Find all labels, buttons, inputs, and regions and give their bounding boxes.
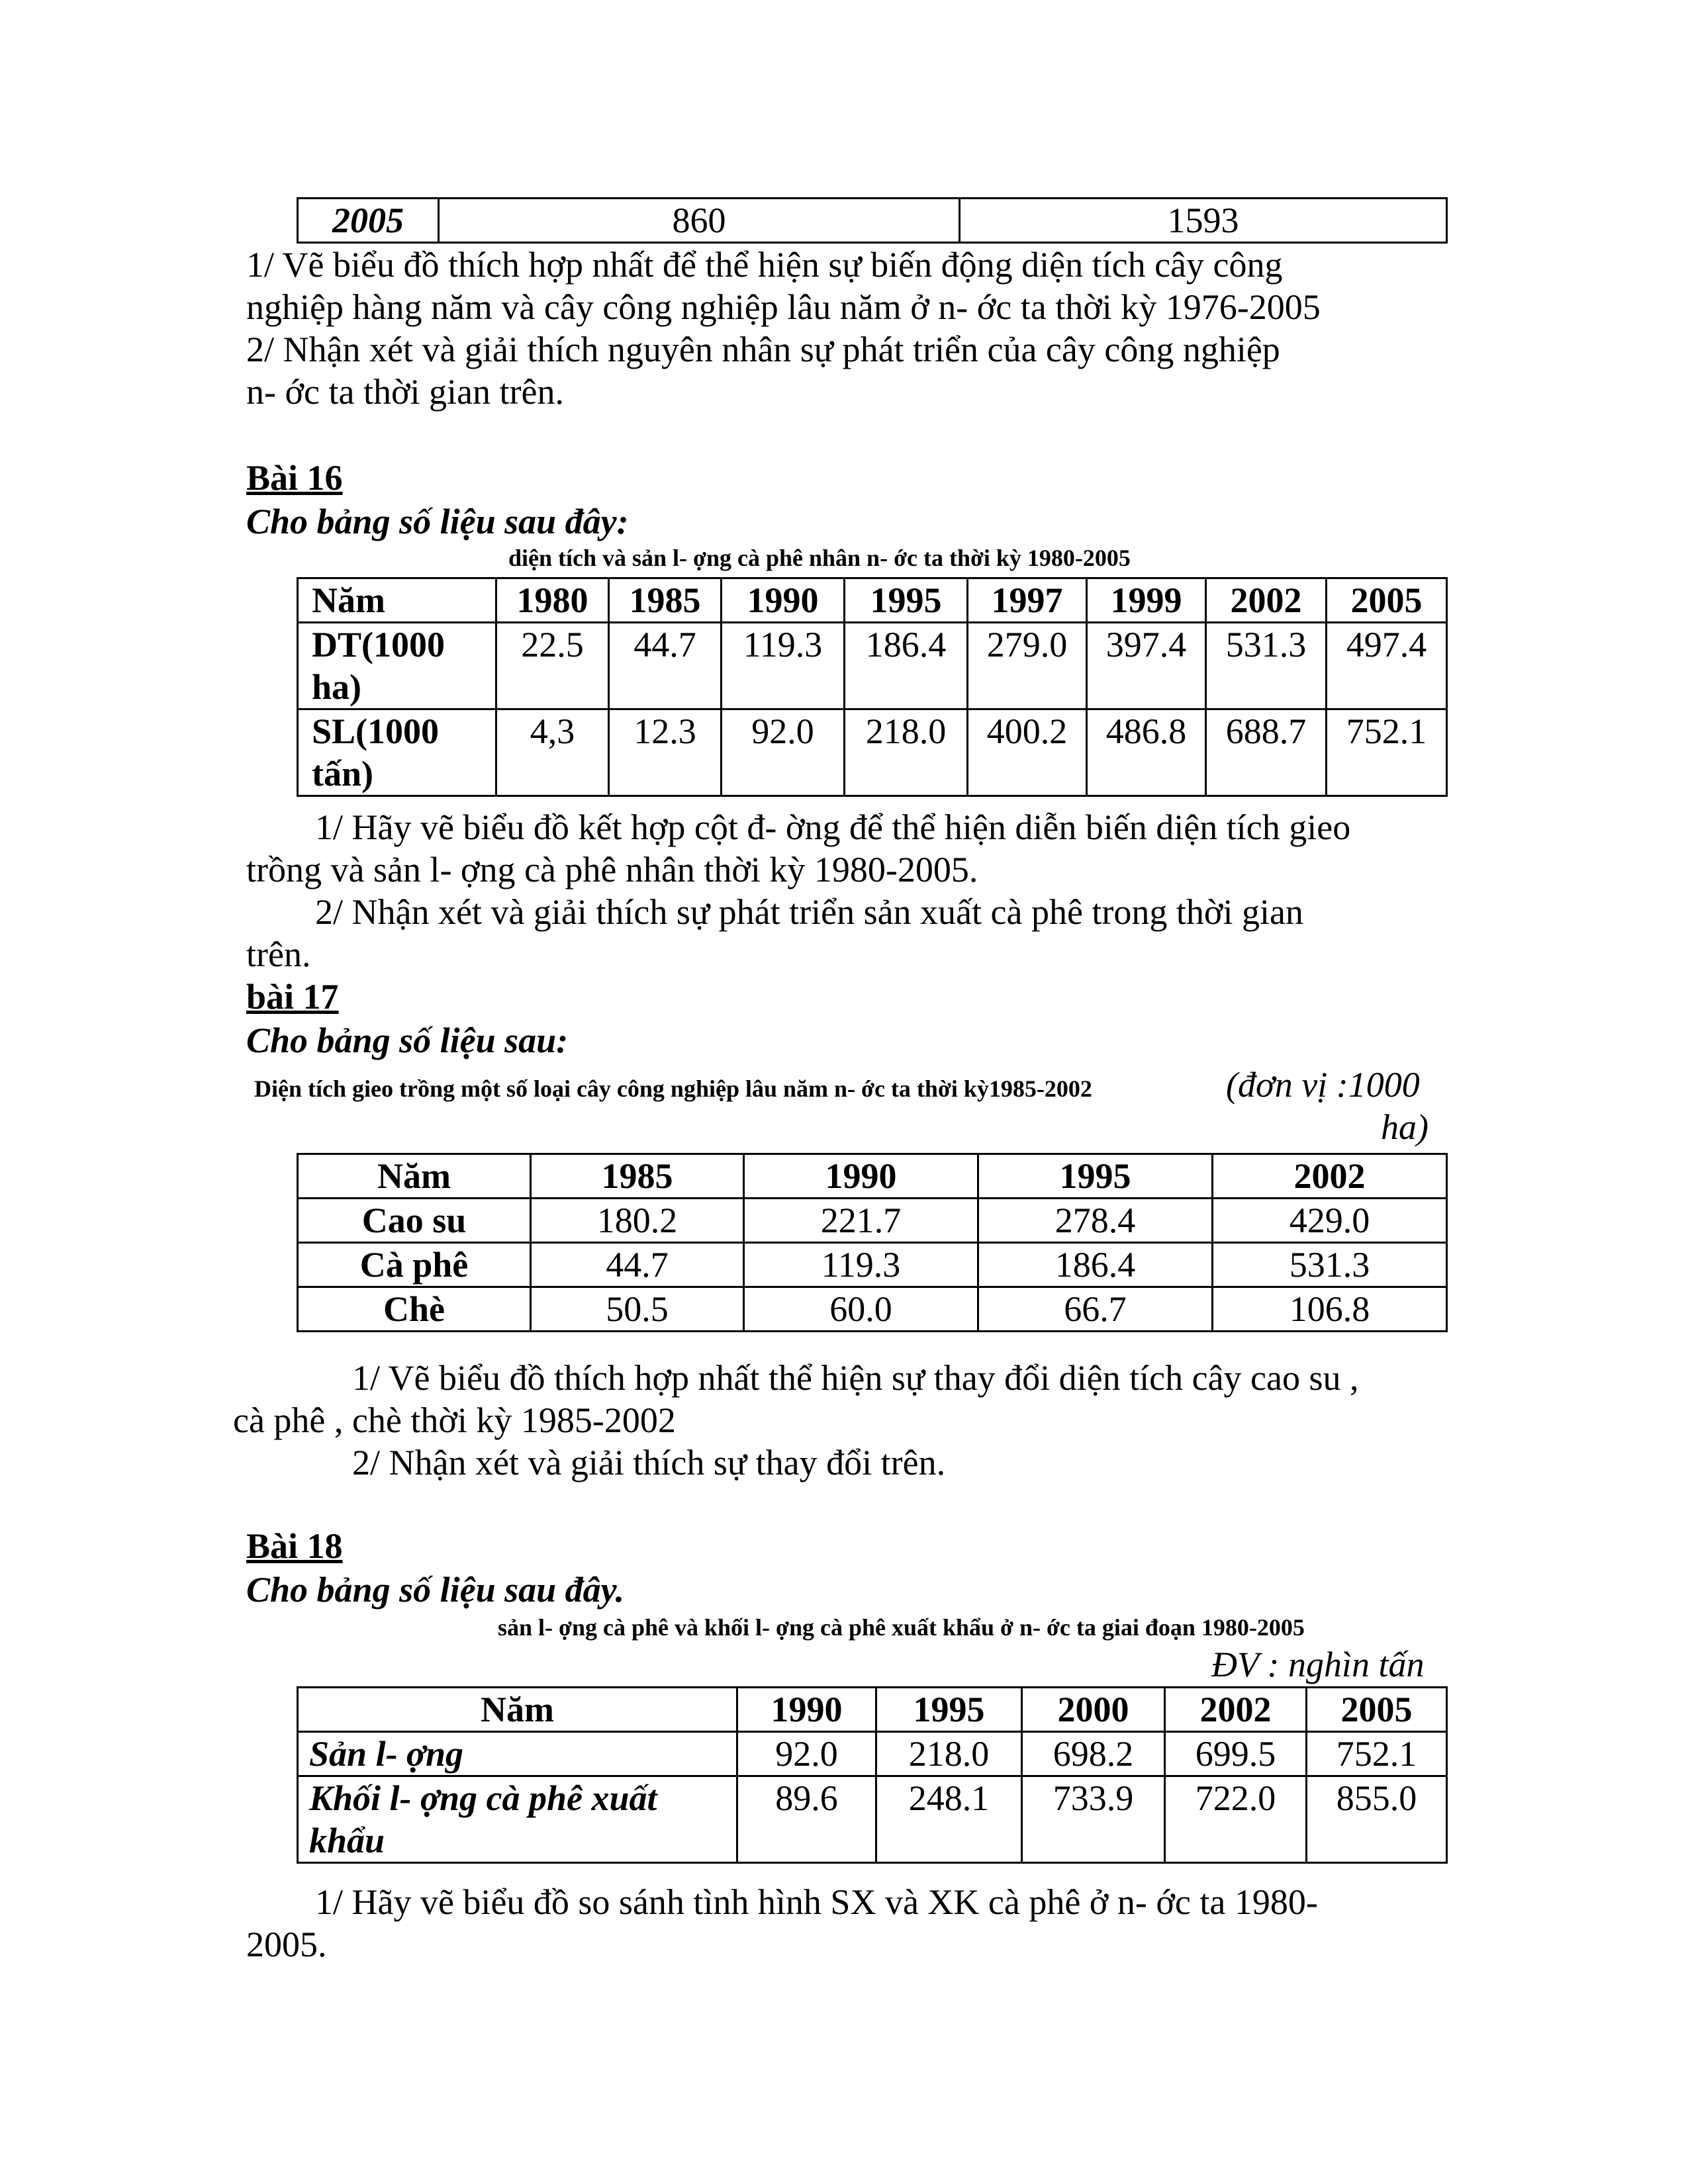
table-cell: 860 [439,199,960,243]
row-label: Chè [298,1287,531,1332]
header-cell: 1995 [845,578,968,623]
question-line: nghiệp hàng năm và cây công nghiệp lâu năm ở n- ớc ta thời kỳ 1976-2005 [246,287,1321,327]
table-cell: 50.5 [531,1287,744,1332]
table-cell: 218.0 [876,1732,1022,1776]
table-cell: 279.0 [968,623,1087,709]
table-cell: 221.7 [744,1199,978,1243]
header-cell: 1985 [609,578,722,623]
header-cell: 1990 [744,1154,978,1199]
table-cell: 2005 [298,199,439,243]
header-cell: 1980 [496,578,609,623]
table-cell: 752.1 [1307,1732,1447,1776]
table-cell: 248.1 [876,1776,1022,1863]
section-heading: bài 17 [246,977,339,1017]
header-cell: 1999 [1087,578,1206,623]
table-cell: 397.4 [1087,623,1206,709]
table-cell: 688.7 [1206,709,1327,796]
unit-label: (đơn vị :1000 [1226,1065,1420,1105]
table-cell: 44.7 [531,1243,744,1287]
header-cell: 2002 [1165,1688,1307,1732]
row-label: SL(1000 tấn) [298,709,496,796]
question-line: 2005. [246,1925,327,1964]
table-cell: 722.0 [1165,1776,1307,1863]
header-cell: Năm [298,1154,531,1199]
table-cell: 180.2 [531,1199,744,1243]
table-cell: 218.0 [845,709,968,796]
table-cell: 698.2 [1022,1732,1165,1776]
table-cell: 66.7 [978,1287,1213,1332]
table-row [298,1776,1447,1863]
table-cell: 429.0 [1213,1199,1447,1243]
table-header-row [298,1154,1447,1199]
row-label: Cao su [298,1199,531,1243]
table-cell: 92.0 [722,709,845,796]
header-cell: Năm [298,578,496,623]
header-cell: Năm [298,1688,737,1732]
header-cell: 2005 [1307,1688,1447,1732]
section-intro: Cho bảng số liệu sau: [246,1021,569,1060]
row-label: Sản l- ợng [298,1732,737,1776]
table-cell: 1593 [960,199,1447,243]
question-line: 2/ Nhận xét và giải thích sự phát triển sản xuất cà phê trong thời gian [315,892,1303,932]
question-line: cà phê , chè thời kỳ 1985-2002 [233,1400,676,1440]
table-cell: 106.8 [1213,1287,1447,1332]
table-row [298,1243,1447,1287]
section-heading: Bài 18 [246,1526,343,1566]
table-cell: 119.3 [744,1243,978,1287]
row-label: Cà phê [298,1243,531,1287]
question-line: 2/ Nhận xét và giải thích nguyên nhân sự phát triển của cây công nghiệp [246,330,1280,369]
table-cell: 92.0 [737,1732,876,1776]
header-cell: 2000 [1022,1688,1165,1732]
table-cell: 186.4 [978,1243,1213,1287]
table-caption: diện tích và sản l- ợng cà phê nhân n- ớc ta thời kỳ 1980-2005 [508,545,1131,571]
data-table [297,577,1448,797]
table-cell: 752.1 [1327,709,1447,796]
section-intro: Cho bảng số liệu sau đây. [246,1570,625,1610]
table-caption: sản l- ợng cà phê và khối l- ợng cà phê xuất khẩu ở n- ớc ta giai đoạn 1980-2005 [498,1614,1305,1641]
top-table [297,197,1448,244]
question-line: 1/ Vẽ biểu đồ thích hợp nhất để thể hiện sự biến động diện tích cây công [246,245,1283,285]
table-row [298,623,1447,709]
question-line: 1/ Hãy vẽ biểu đồ kết hợp cột đ- ờng để thể hiện diễn biến diện tích gieo [315,807,1351,847]
table-row [298,1199,1447,1243]
question-line: 2/ Nhận xét và giải thích sự thay đổi trên. [352,1443,946,1482]
data-table [297,1153,1448,1332]
section-intro: Cho bảng số liệu sau đây: [246,502,629,541]
question-line: trên. [246,934,311,974]
table-cell: 89.6 [737,1776,876,1863]
table-cell: 531.3 [1213,1243,1447,1287]
table-caption: Diện tích gieo trồng một số loại cây công nghiệp lâu năm n- ớc ta thời kỳ1985-2002 [254,1075,1092,1102]
question-line: 1/ Vẽ biểu đồ thích hợp nhất thể hiện sự thay đổi diện tích cây cao su , [352,1358,1359,1398]
table-header-row [298,578,1447,623]
table-cell: 12.3 [609,709,722,796]
header-cell: 1995 [978,1154,1213,1199]
table-cell: 119.3 [722,623,845,709]
header-cell: 2002 [1213,1154,1447,1199]
table-cell: 699.5 [1165,1732,1307,1776]
question-line: 1/ Hãy vẽ biểu đồ so sánh tình hình SX và XK cà phê ở n- ớc ta 1980- [315,1882,1318,1922]
table-cell: 497.4 [1327,623,1447,709]
question-line: trồng và sản l- ợng cà phê nhân thời kỳ 1980-2005. [246,850,978,889]
table-header-row [298,1688,1447,1732]
table-cell: 60.0 [744,1287,978,1332]
table-row [298,1287,1447,1332]
row-label: DT(1000 ha) [298,623,496,709]
table-cell: 186.4 [845,623,968,709]
header-cell: 1990 [722,578,845,623]
header-cell: 1995 [876,1688,1022,1732]
table-row [298,199,1447,243]
question-line: n- ớc ta thời gian trên. [246,372,564,412]
table-cell: 855.0 [1307,1776,1447,1863]
section-heading: Bài 16 [246,458,343,498]
row-label: Khối l- ợng cà phê xuất khẩu [298,1776,737,1863]
header-cell: 1990 [737,1688,876,1732]
table-cell: 4,3 [496,709,609,796]
table-cell: 22.5 [496,623,609,709]
table-cell: 486.8 [1087,709,1206,796]
unit-label: ha) [1381,1107,1429,1147]
table-cell: 733.9 [1022,1776,1165,1863]
header-cell: 1997 [968,578,1087,623]
table-cell: 531.3 [1206,623,1327,709]
data-table [297,1686,1448,1864]
table-cell: 400.2 [968,709,1087,796]
table-row [298,709,1447,796]
unit-label: ĐV : nghìn tấn [1211,1645,1425,1684]
table-cell: 44.7 [609,623,722,709]
header-cell: 1985 [531,1154,744,1199]
table-row [298,1732,1447,1776]
header-cell: 2005 [1327,578,1447,623]
header-cell: 2002 [1206,578,1327,623]
table-cell: 278.4 [978,1199,1213,1243]
